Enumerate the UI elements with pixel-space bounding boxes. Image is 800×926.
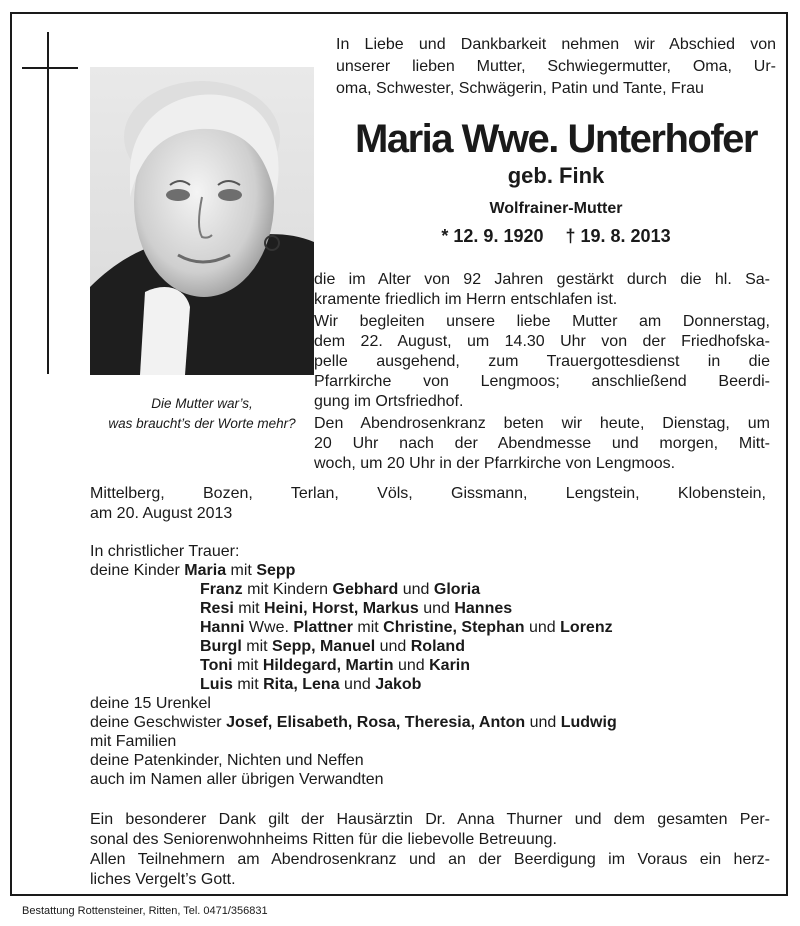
children-row: Franz mit Kindern Gebhard und Gloria <box>200 581 481 598</box>
children-row: Luis mit Rita, Lena und Jakob <box>200 676 422 693</box>
cross-icon-bar <box>22 67 78 69</box>
text-line: liches Vergelt’s Gott. <box>90 871 236 888</box>
siblings-row: deine Geschwister Josef, Elisabeth, Rosa, Theresia, Anton und Ludwig <box>90 714 617 731</box>
mourners-list <box>90 542 770 789</box>
caption-line: Die Mutter war’s, <box>151 396 253 411</box>
text-line: kramente friedlich im Herrn entschlafen ist. <box>314 291 618 308</box>
relatives: auch im Namen aller übrigen Verwandten <box>90 771 384 788</box>
life-dates <box>336 224 776 248</box>
funeral-text <box>314 312 770 412</box>
text-line: Wir begleiten unsere liebe Mutter am Donnerstag, <box>314 313 770 330</box>
death-date: † 19. 8. 2013 <box>565 226 671 246</box>
children-row: deine Kinder Maria mit Sepp <box>90 562 296 579</box>
children-row: Hanni Wwe. Plattner mit Christine, Stephan und Lorenz <box>200 619 613 636</box>
rosary-text <box>314 414 770 474</box>
text-line: Allen Teilnehmern am Abendrosenkranz und an der Beerdigung im Voraus ein herz- <box>90 851 770 868</box>
intro-line: oma, Schwester, Schwägerin, Patin und Tante, Frau <box>336 80 704 97</box>
text-line: Pfarrkirche von Lengmoos; anschließend Beerdi- <box>314 373 770 390</box>
cross-icon <box>47 32 49 374</box>
mourners-intro: In christlicher Trauer: <box>90 543 240 560</box>
text-line: sonal des Seniorenwohnheims Ritten für die liebevolle Betreuung. <box>90 831 557 848</box>
text-line: die im Alter von 92 Jahren gestärkt durch die hl. Sa- <box>314 271 770 288</box>
text-line: gung im Ortsfriedhof. <box>314 393 464 410</box>
text-line: Den Abendrosenkranz beten wir heute, Dienstag, um <box>314 415 770 432</box>
with-families: mit Familien <box>90 733 177 750</box>
portrait-photo <box>90 67 314 375</box>
birth-date: * 12. 9. 1920 <box>441 226 544 246</box>
places-and-date <box>90 484 766 524</box>
funeral-home-footer: Bestattung Rottensteiner, Ritten, Tel. 0471/356831 <box>22 905 268 917</box>
passing-text <box>314 270 770 310</box>
text-line: dem 22. August, um 14.30 Uhr von der Friedhofska- <box>314 333 770 350</box>
text-line: Ein besonderer Dank gilt der Hausärztin Dr. Anna Thurner und dem gesamten Per- <box>90 811 770 828</box>
text-line: pelle ausgehend, zum Trauergottesdienst in die <box>314 353 770 370</box>
text-line: woch, um 20 Uhr in der Pfarrkirche von Lengmoos. <box>314 455 676 472</box>
honorary-title: Wolfrainer-Mutter <box>489 200 623 217</box>
caption-line: was braucht’s der Worte mehr? <box>108 416 296 431</box>
intro-text <box>336 34 776 100</box>
intro-line: unserer lieben Mutter, Schwiegermutter, Oma, Ur- <box>336 58 776 75</box>
deceased-name: Maria Wwe. Unterhofer <box>355 117 757 161</box>
place-date: am 20. August 2013 <box>90 505 233 522</box>
intro-line: In Liebe und Dankbarkeit nehmen wir Abschied von <box>336 36 776 53</box>
thanks-text <box>90 810 770 890</box>
photo-caption <box>86 394 318 434</box>
children-row: Toni mit Hildegard, Martin und Karin <box>200 657 471 674</box>
godchildren: deine Patenkinder, Nichten und Neffen <box>90 752 364 769</box>
places-line: Mittelberg, Bozen, Terlan, Völs, Gissmann, Lengstein, Klobenstein, <box>90 485 766 502</box>
children-row: Resi mit Heini, Horst, Markus und Hannes <box>200 600 513 617</box>
children-row: Burgl mit Sepp, Manuel und Roland <box>200 638 465 655</box>
great-grandchildren: deine 15 Urenkel <box>90 695 211 712</box>
text-line: 20 Uhr nach der Abendmesse und morgen, Mitt- <box>314 435 770 452</box>
portrait-image <box>90 67 314 375</box>
birth-name: geb. Fink <box>507 163 605 188</box>
